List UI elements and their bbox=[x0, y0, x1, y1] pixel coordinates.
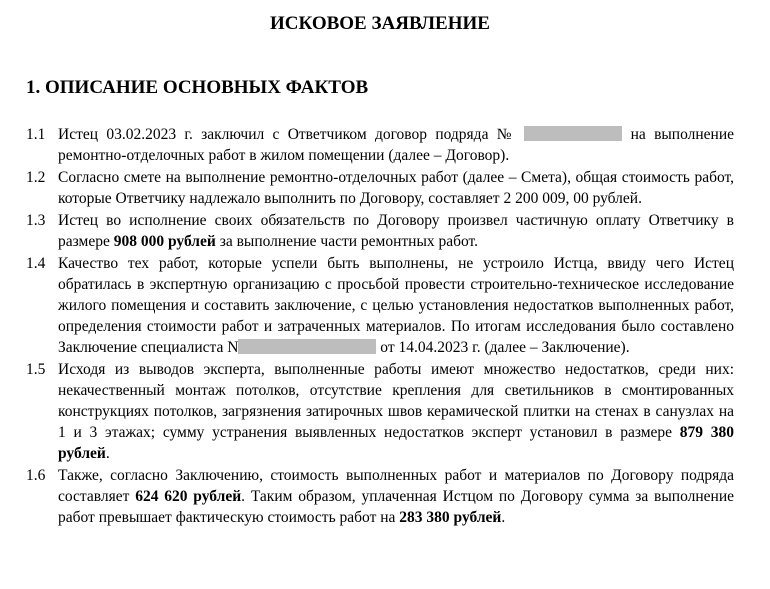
item-text: Согласно смете на выполнение ремонтно-отделочных работ (далее – Смета), общая стоимость работ, которые Ответчику надлежало выполнить по Договору, составляет 2 200 009, 00 рублей. bbox=[58, 169, 734, 207]
item-number: 1.3 bbox=[26, 212, 46, 229]
facts-list bbox=[26, 124, 734, 529]
list-item bbox=[26, 253, 734, 358]
item-text: от 14.04.2023 г. (далее – Заключение). bbox=[380, 339, 630, 356]
section-heading: 1. ОПИСАНИЕ ОСНОВНЫХ ФАКТОВ bbox=[26, 77, 369, 98]
list-item bbox=[26, 124, 734, 166]
item-number: 1.4 bbox=[26, 255, 46, 272]
item-number: 1.1 bbox=[26, 126, 46, 143]
item-text: . bbox=[105, 445, 110, 462]
redacted-contract-number bbox=[524, 126, 622, 141]
list-item bbox=[26, 359, 734, 464]
overpayment-amount: 283 380 рублей bbox=[399, 509, 502, 526]
item-text: на выполнение ремонтно-отделочных работ в жилом помещении (далее – Договор). bbox=[58, 126, 735, 164]
item-number: 1.2 bbox=[26, 169, 46, 186]
list-item bbox=[26, 210, 734, 252]
item-number: 1.6 bbox=[26, 467, 46, 484]
redacted-conclusion-number bbox=[238, 339, 376, 354]
list-item bbox=[26, 465, 734, 528]
item-text: Также, согласно Заключению, стоимость выполненных работ и материалов по Договору подряда составляет bbox=[58, 467, 734, 505]
payment-amount: 908 000 рублей bbox=[113, 233, 216, 250]
list-item bbox=[26, 167, 734, 209]
document-title: ИСКОВОЕ ЗАЯВЛЕНИЕ bbox=[270, 13, 490, 34]
item-number: 1.5 bbox=[26, 361, 46, 378]
item-text: Качество тех работ, которые успели быть выполнены, не устроило Истца, ввиду чего Истец обратилась в экспертную организацию с просьбой провести строительно-техническое исследование жилого помещения и составить заключение, с целью установления недостатков выполненных работ, определения стоимости работ и затраченных материалов. По итогам исследования было составлено Заключение специалиста N bbox=[58, 255, 734, 356]
item-text: Исходя из выводов эксперта, выполненные работы имеют множество недостатков, среди них: некачественный монтаж потолков, отсутствие крепления для светильников в смонтированных конструкциях потолков, загрязнения затирочных швов керамической плитки на стенах в санузлах на 1 и 3 этажах; сумму устранения выявленных недостатков эксперт установил в размере bbox=[58, 361, 734, 441]
item-text: Истец 03.02.2023 г. заключил с Ответчиком договор подряда № bbox=[58, 126, 516, 143]
defects-amount: 879 380 рублей bbox=[58, 424, 735, 462]
item-text: за выполнение части ремонтных работ. bbox=[219, 233, 479, 250]
item-text: Истец во исполнение своих обязательств по Договору произвел частичную оплату Ответчику в размере bbox=[58, 212, 734, 250]
item-text: . bbox=[501, 509, 506, 526]
actual-cost-amount: 624 620 рублей bbox=[135, 488, 242, 505]
item-text: . Таким образом, уплаченная Истцом по Договору сумма за выполнение работ превышает фактическую стоимость работ на bbox=[58, 488, 734, 526]
